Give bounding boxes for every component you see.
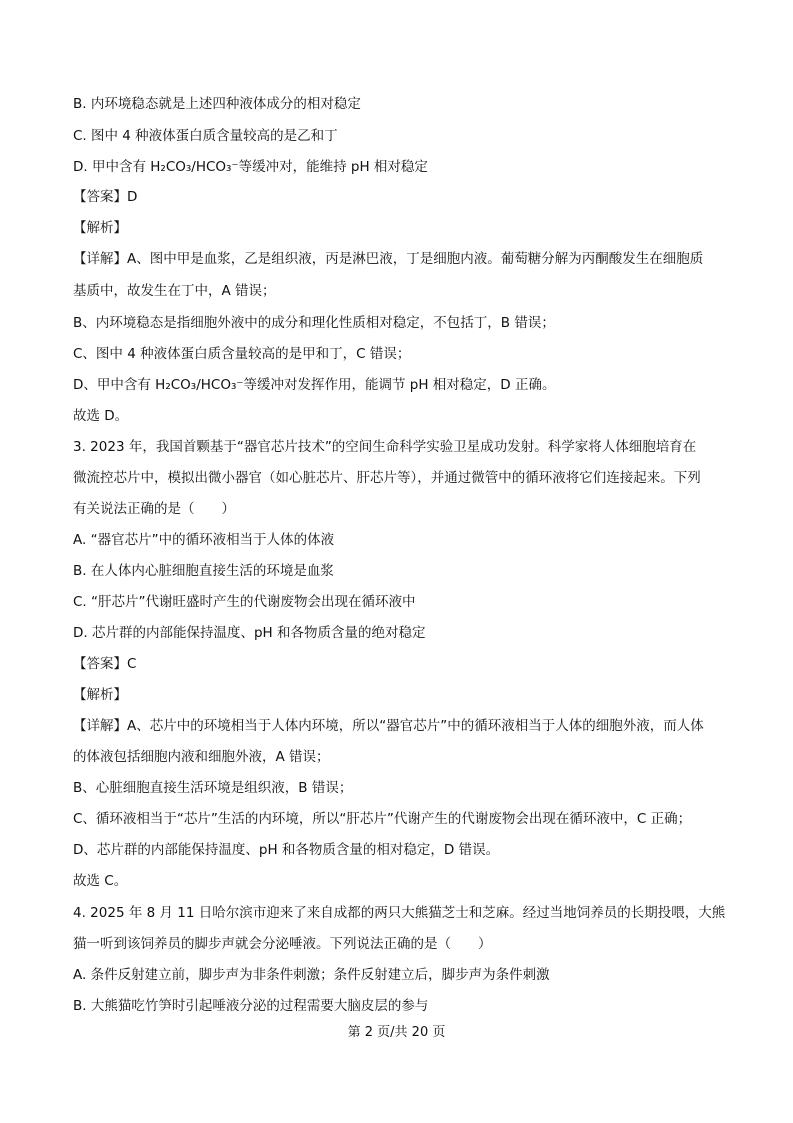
answer-label: 【答案】D	[73, 189, 138, 205]
conclusion-line: 故选 C。	[73, 873, 128, 889]
explanation-line: B、内环境稳态是指细胞外液中的成分和理化性质相对稳定，不包括丁，B 错误；	[73, 315, 555, 331]
question-stem: 4. 2025 年 8 月 11 日哈尔滨市迎来了来自成都的两只大熊猫芝士和芝麻。经过当地饲养员的长期投喂，大熊	[73, 905, 726, 921]
option-a: A. “器官芯片”中的循环液相当于人体的体液	[73, 532, 335, 548]
explanation-line: 【详解】A、图中甲是血浆，乙是组织液，丙是淋巴液，丁是细胞内液。葡萄糖分解为丙酮酸发生在细胞质	[73, 251, 704, 267]
answer-label: 【答案】C	[73, 656, 137, 672]
option-d: D. 甲中含有 H₂CO₃/HCO₃⁻等缓冲对，能维持 pH 相对稳定	[73, 159, 428, 175]
option-b: B. 在人体内心脏细胞直接生活的环境是血浆	[73, 563, 334, 579]
conclusion-line: 故选 D。	[73, 408, 129, 424]
option-b: B. 大熊猫吃竹笋时引起唾液分泌的过程需要大脑皮层的参与	[73, 998, 429, 1014]
option-a: A. 条件反射建立前，脚步声为非条件刺激；条件反射建立后，脚步声为条件刺激	[73, 967, 550, 983]
analysis-label: 【解析】	[73, 687, 127, 703]
analysis-label: 【解析】	[73, 220, 127, 236]
explanation-line: C、循环液相当于“芯片”生活的内环境，所以“肝芯片”代谢产生的代谢废物会出现在循环液中，C 正确；	[73, 811, 692, 827]
question-stem: 有关说法正确的是（ ）	[73, 501, 235, 517]
explanation-line: D、甲中含有 H₂CO₃/HCO₃⁻等缓冲对发挥作用，能调节 pH 相对稳定，D 正确。	[73, 377, 556, 393]
explanation-line: 的体液包括细胞内液和细胞外液，A 错误；	[73, 749, 330, 765]
question-stem: 3. 2023 年，我国首颗基于“器官芯片技术”的空间生命科学实验卫星成功发射。科学家将人体细胞培育在	[73, 439, 697, 455]
option-c: C. “肝芯片”代谢旺盛时产生的代谢废物会出现在循环液中	[73, 594, 416, 610]
explanation-line: D、芯片群的内部能保持温度、pH 和各物质含量的相对稳定，D 错误。	[73, 842, 500, 858]
option-c: C. 图中 4 种液体蛋白质含量较高的是乙和丁	[73, 128, 338, 144]
option-b: B. 内环境稳态就是上述四种液体成分的相对稳定	[73, 96, 361, 112]
question-stem: 猫一听到该饲养员的脚步声就会分泌唾液。下列说法正确的是（ ）	[73, 936, 492, 952]
explanation-line: C、图中 4 种液体蛋白质含量较高的是甲和丁，C 错误；	[73, 346, 411, 362]
explanation-line: B、心脏细胞直接生活环境是组织液，B 错误；	[73, 780, 353, 796]
explanation-line: 基质中，故发生在丁中，A 错误；	[73, 283, 276, 299]
option-d: D. 芯片群的内部能保持温度、pH 和各物质含量的绝对稳定	[73, 625, 426, 641]
question-stem: 微流控芯片中，模拟出微小器官（如心脏芯片、肝芯片等），并通过微管中的循环液将它们连接起来。下列	[73, 470, 701, 486]
explanation-line: 【详解】A、芯片中的环境相当于人体内环境，所以“器官芯片”中的循环液相当于人体的细胞外液，而人体	[73, 718, 704, 734]
page-footer: 第 2 页/共 20 页	[347, 1025, 446, 1040]
